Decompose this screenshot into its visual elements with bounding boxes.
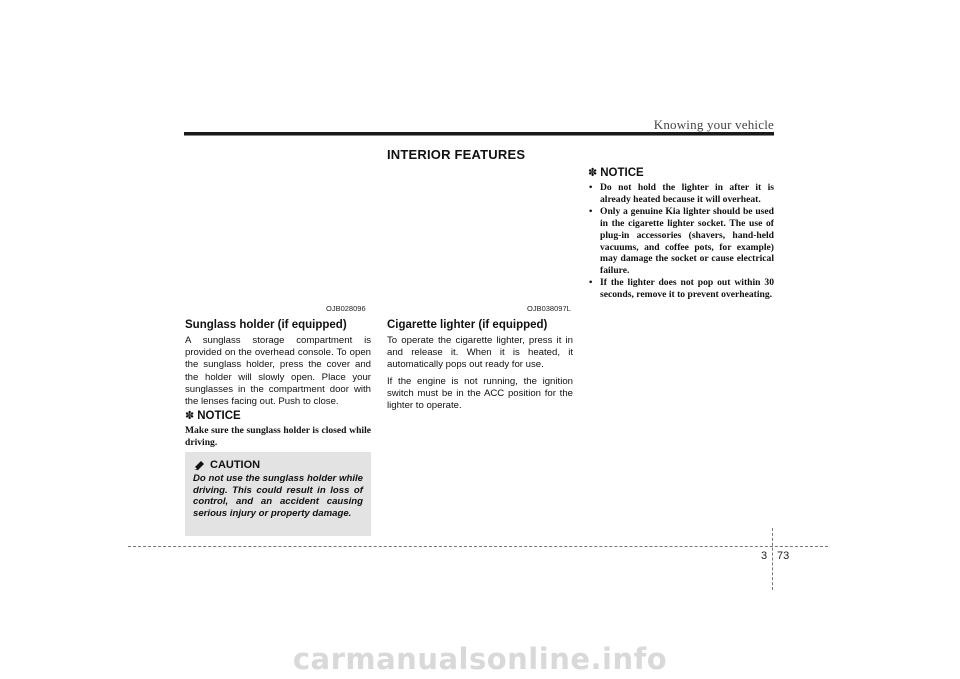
- caution-pencil-icon: [193, 460, 205, 471]
- caution-label: CAUTION: [210, 459, 261, 471]
- sunglass-holder-section: [185, 318, 371, 412]
- notice-star-icon: ✽: [185, 410, 195, 422]
- sunglass-holder-heading: Sunglass holder (if equipped): [185, 319, 347, 331]
- sunglass-notice-heading: [185, 409, 371, 423]
- image-code-lighter: OJB038097L: [527, 304, 571, 313]
- cigarette-lighter-paragraph-1: To operate the cigarette lighter, press it in and release it. When it is heated, it automatically pops out ready for use.: [387, 335, 573, 371]
- watermark: carmanualsonline.info: [292, 642, 668, 676]
- lighter-notice-heading: [588, 166, 774, 180]
- caution-box: [185, 452, 371, 536]
- notice-star-icon: ✽: [588, 167, 598, 179]
- sunglass-holder-body: A sunglass storage compartment is provided on the overhead console. To open the sunglass holder, press the cover and the holder will slowly open. Place your sunglasses in the compartment door with the lenses facing out. Push to close.: [185, 335, 371, 408]
- sunglass-notice-label: NOTICE: [197, 410, 241, 422]
- sunglass-notice: [185, 409, 371, 449]
- list-item: • Do not hold the lighter in after it is already heated because it will overheat.: [588, 182, 774, 206]
- sunglass-notice-text: Make sure the sunglass holder is closed while driving.: [185, 425, 371, 449]
- header-rule-thin: [184, 135, 774, 136]
- section-header-text: Knowing your vehicle: [653, 117, 774, 132]
- lighter-notice-label: NOTICE: [600, 167, 644, 179]
- list-item: • If the lighter does not pop out within 30 seconds, remove it to prevent overheating.: [588, 277, 774, 301]
- caution-text: Do not use the sunglass holder while driving. This could result in loss of control, and an accident causing serious injury or property damage.: [193, 473, 363, 519]
- caution-heading: [193, 459, 363, 471]
- image-code-sunglass: OJB028096: [326, 304, 366, 313]
- list-item: • Only a genuine Kia lighter should be used in the cigarette lighter socket. The use of plug-in accessories (shavers, hand-held vacuums, and coffee pots, for example) may damage the socket or cause electrical failure.: [588, 206, 774, 277]
- footer-divider: [772, 528, 773, 590]
- page-number: 73: [777, 550, 790, 562]
- lighter-notice: [588, 166, 774, 301]
- cigarette-lighter-section: [387, 318, 573, 416]
- cigarette-lighter-heading: Cigarette lighter (if equipped): [387, 319, 548, 331]
- section-title: INTERIOR FEATURES: [387, 147, 526, 162]
- page-chapter: 3: [761, 550, 768, 562]
- footer-rule: [128, 546, 828, 547]
- lighter-notice-list: [588, 182, 774, 301]
- cigarette-lighter-paragraph-2: If the engine is not running, the ignition switch must be in the ACC position for the lighter to operate.: [387, 375, 573, 412]
